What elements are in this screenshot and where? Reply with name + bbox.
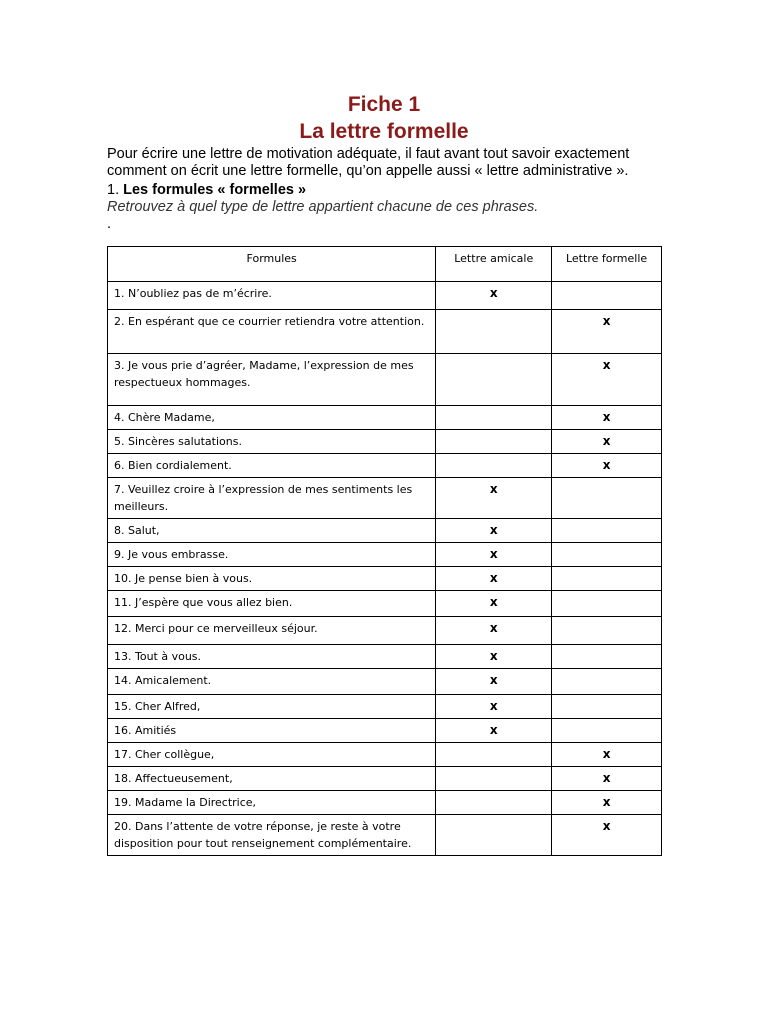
instruction-text: Retrouvez à quel type de lettre appartient chacune de ces phrases. [107,199,539,215]
table-row [108,519,662,543]
formelle-mark-cell: x [552,815,662,856]
formelle-mark-cell [552,695,662,719]
table-row [108,430,662,454]
formelle-mark-cell [552,282,662,310]
amicale-mark-cell: x [436,519,552,543]
section-heading [107,182,667,199]
formule-cell: 4. Chère Madame, [108,406,436,430]
table-row [108,591,662,617]
section-title: Les formules « formelles » [123,182,307,198]
stray-dot: . [107,216,112,232]
amicale-mark-cell: x [436,617,552,645]
amicale-mark-cell: x [436,591,552,617]
table-row [108,695,662,719]
table-row [108,406,662,430]
amicale-mark-cell [436,454,552,478]
amicale-mark-cell: x [436,645,552,669]
table-row [108,354,662,406]
amicale-mark-cell [436,354,552,406]
formule-cell: 8. Salut, [108,519,436,543]
formule-cell: 15. Cher Alfred, [108,695,436,719]
table-row [108,767,662,791]
formelle-mark-cell [552,519,662,543]
amicale-mark-cell [436,743,552,767]
formule-cell: 20. Dans l’attente de votre réponse, je reste à votre disposition pour tout renseignement complémentaire. [108,815,436,856]
formelle-mark-cell: x [552,791,662,815]
formule-cell: 1. N’oubliez pas de m’écrire. [108,282,436,310]
formule-cell: 19. Madame la Directrice, [108,791,436,815]
amicale-mark-cell [436,406,552,430]
table-row [108,719,662,743]
formelle-mark-cell [552,645,662,669]
table-row [108,617,662,645]
amicale-mark-cell: x [436,669,552,695]
formule-cell: 11. J’espère que vous allez bien. [108,591,436,617]
amicale-mark-cell: x [436,478,552,519]
formelle-mark-cell [552,543,662,567]
amicale-mark-cell: x [436,567,552,591]
formule-cell: 13. Tout à vous. [108,645,436,669]
formelle-mark-cell: x [552,310,662,354]
formelle-mark-cell: x [552,354,662,406]
formelle-mark-cell [552,719,662,743]
page-title: Fiche 1 [347,93,421,116]
intro-paragraph: Pour écrire une lettre de motivation adéquate, il faut avant tout savoir exactement comment on écrit une lettre formelle, qu’on appelle aussi « lettre administrative ». [107,146,630,179]
table-row [108,791,662,815]
formule-cell: 6. Bien cordialement. [108,454,436,478]
formule-cell: 12. Merci pour ce merveilleux séjour. [108,617,436,645]
column-header-formelle: Lettre formelle [552,247,662,282]
amicale-mark-cell: x [436,719,552,743]
formule-cell: 14. Amicalement. [108,669,436,695]
table-row [108,743,662,767]
amicale-mark-cell [436,791,552,815]
formule-cell: 5. Sincères salutations. [108,430,436,454]
table-row [108,282,662,310]
formule-cell: 18. Affectueusement, [108,767,436,791]
formule-cell: 16. Amitiés [108,719,436,743]
formelle-mark-cell [552,567,662,591]
table-row [108,567,662,591]
amicale-mark-cell [436,815,552,856]
column-header-formules: Formules [108,247,436,282]
amicale-mark-cell: x [436,543,552,567]
formule-cell: 3. Je vous prie d’agréer, Madame, l’expression de mes respectueux hommages. [108,354,436,406]
formule-cell: 9. Je vous embrasse. [108,543,436,567]
formelle-mark-cell [552,478,662,519]
formule-cell: 7. Veuillez croire à l’expression de mes sentiments les meilleurs. [108,478,436,519]
formelle-mark-cell: x [552,743,662,767]
amicale-mark-cell [436,430,552,454]
amicale-mark-cell [436,310,552,354]
table-header-row [108,247,662,282]
table-row [108,815,662,856]
table-row [108,454,662,478]
column-header-amicale: Lettre amicale [436,247,552,282]
formule-cell: 17. Cher collègue, [108,743,436,767]
formule-cell: 2. En espérant que ce courrier retiendra votre attention. [108,310,436,354]
formelle-mark-cell [552,669,662,695]
table-row [108,645,662,669]
formelle-mark-cell: x [552,454,662,478]
table-row [108,669,662,695]
table-row [108,478,662,519]
formelle-mark-cell: x [552,430,662,454]
amicale-mark-cell: x [436,282,552,310]
table-row [108,310,662,354]
formelle-mark-cell [552,591,662,617]
formelle-mark-cell: x [552,767,662,791]
section-number: 1. [107,182,120,198]
amicale-mark-cell [436,767,552,791]
formelle-mark-cell [552,617,662,645]
page-subtitle: La lettre formelle [299,120,469,143]
amicale-mark-cell: x [436,695,552,719]
formelle-mark-cell: x [552,406,662,430]
table-row [108,543,662,567]
formule-cell: 10. Je pense bien à vous. [108,567,436,591]
formules-table [107,246,662,856]
